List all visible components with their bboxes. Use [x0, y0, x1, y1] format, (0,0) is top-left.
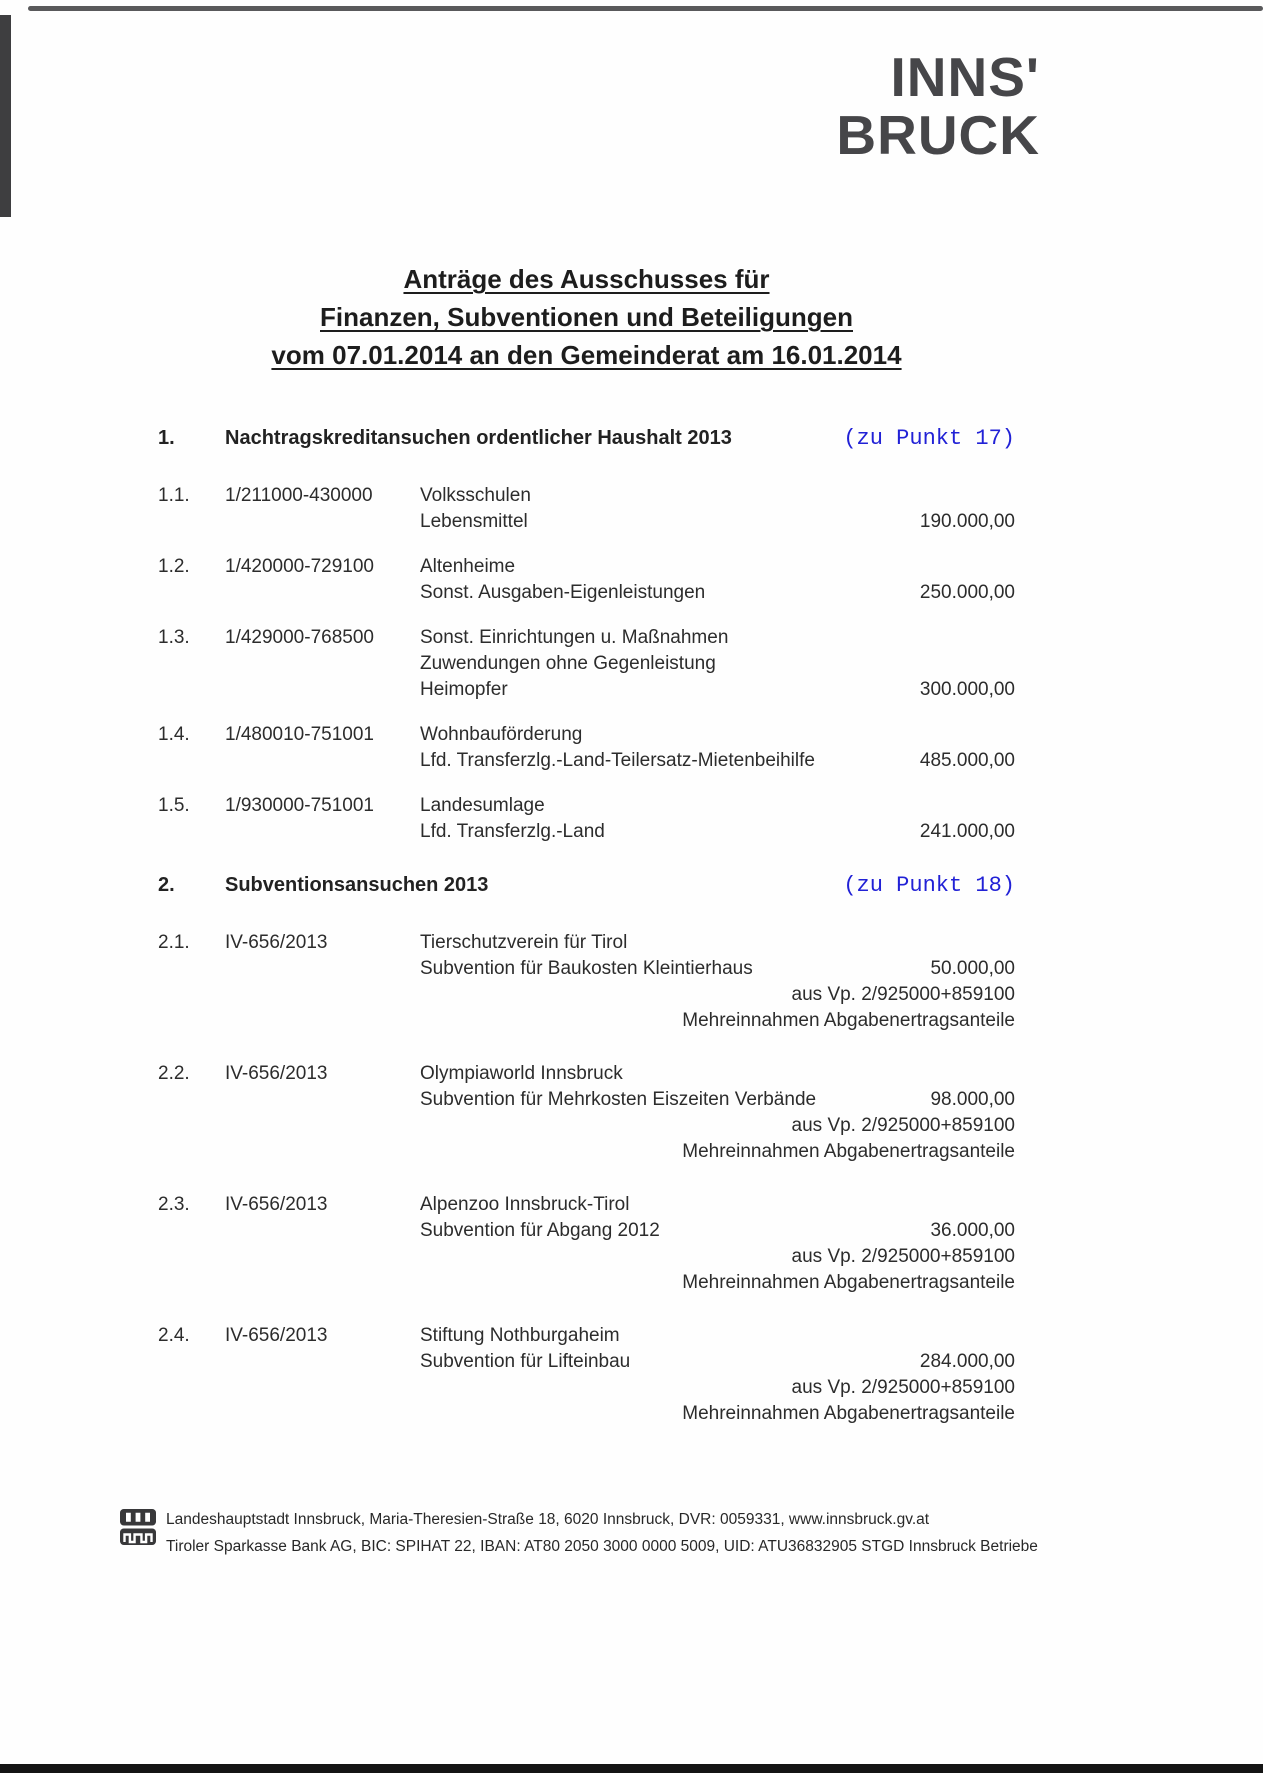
item-description-line: Lfd. Transferzlg.-Land-Teilersatz-Mietenbeihilfe — [420, 750, 815, 771]
budget-item-1-4 — [158, 722, 1015, 774]
recipient-name: Stiftung Nothburgaheim — [420, 1325, 620, 1346]
subsidy-purpose: Subvention für Baukosten Kleintierhaus — [420, 958, 753, 979]
subsidy-line — [420, 956, 1015, 982]
item-amount: 36.000,00 — [930, 1220, 1015, 1241]
item-account-code: 1/930000-751001 — [225, 795, 374, 816]
subsidy-line — [420, 1218, 1015, 1244]
item-account-code: 1/420000-729100 — [225, 556, 374, 577]
item-number: 1.1. — [158, 485, 190, 506]
document-footer — [120, 1506, 1143, 1560]
item-file-code: IV-656/2013 — [225, 1325, 328, 1346]
scan-edge-left — [0, 15, 11, 217]
recipient-name: Alpenzoo Innsbruck-Tirol — [420, 1194, 630, 1215]
footer-line-2: Tiroler Sparkasse Bank AG, BIC: SPIHAT 22, IBAN: AT80 2050 3000 0000 5009, UID: ATU36832905 STGD Innsbruck Betriebe — [166, 1538, 1038, 1555]
item-number: 1.5. — [158, 795, 190, 816]
scan-edge-bottom — [0, 1764, 1263, 1773]
item-description-line: Lebensmittel — [420, 511, 528, 532]
item-description-line: Sonst. Einrichtungen u. Maßnahmen — [420, 627, 729, 648]
subsidy-item-2-3 — [158, 1192, 1015, 1296]
section-2-heading — [158, 873, 1015, 898]
recipient-name: Tierschutzverein für Tirol — [420, 932, 628, 953]
section-1-heading — [158, 426, 1015, 451]
funding-note: Mehreinnahmen Abgabenertragsanteile — [682, 1010, 1015, 1031]
item-description-line: Landesumlage — [420, 795, 545, 816]
item-number: 2.3. — [158, 1194, 190, 1215]
item-number: 1.4. — [158, 724, 190, 745]
item-file-code: IV-656/2013 — [225, 1063, 328, 1084]
item-description-line: Lfd. Transferzlg.-Land — [420, 821, 605, 842]
subsidy-item-2-4 — [158, 1323, 1015, 1427]
item-account-code: 1/429000-768500 — [225, 627, 374, 648]
item-file-code: IV-656/2013 — [225, 932, 328, 953]
subsidy-purpose: Subvention für Abgang 2012 — [420, 1220, 660, 1241]
item-description-line: Heimopfer — [420, 679, 508, 700]
item-amount: 284.000,00 — [919, 1351, 1015, 1372]
subsidy-purpose: Subvention für Mehrkosten Eiszeiten Verbände — [420, 1089, 817, 1110]
item-content — [420, 930, 1015, 1034]
item-description — [420, 793, 920, 845]
footer-text — [166, 1506, 1038, 1560]
subsidy-line — [420, 1087, 1015, 1113]
item-description-line: Altenheime — [420, 556, 516, 577]
document-title — [158, 260, 1015, 374]
subsidy-item-2-2 — [158, 1061, 1015, 1165]
point-reference-17: (zu Punkt 17) — [843, 426, 1015, 451]
subsidy-purpose: Subvention für Lifteinbau — [420, 1351, 631, 1372]
item-amount: 190.000,00 — [919, 511, 1015, 532]
item-amount: 300.000,00 — [919, 679, 1015, 700]
item-description — [420, 722, 920, 774]
title-line-1: Anträge des Ausschusses für — [403, 264, 770, 294]
title-line-2: Finanzen, Subventionen und Beteiligungen — [320, 302, 853, 332]
item-description-line: Volksschulen — [420, 485, 531, 506]
item-number: 2.4. — [158, 1325, 190, 1346]
innsbruck-logo — [836, 48, 1040, 164]
point-reference-18: (zu Punkt 18) — [843, 873, 1015, 898]
scan-edge-top — [28, 6, 1263, 11]
title-line-3: vom 07.01.2014 an den Gemeinderat am 16.01.2014 — [271, 340, 902, 370]
item-number: 2.1. — [158, 932, 190, 953]
item-number: 1.3. — [158, 627, 190, 648]
item-account-code: 1/211000-430000 — [225, 485, 373, 506]
budget-item-1-2 — [158, 554, 1015, 606]
subsidy-line — [420, 1349, 1015, 1375]
item-description — [420, 554, 920, 606]
item-account-code: 1/480010-751001 — [225, 724, 374, 745]
funding-source: aus Vp. 2/925000+859100 — [791, 1115, 1015, 1136]
item-content — [420, 1192, 1015, 1296]
section-title: Nachtragskreditansuchen ordentlicher Haushalt 2013 — [225, 427, 732, 449]
item-description-line: Sonst. Ausgaben-Eigenleistungen — [420, 582, 706, 603]
item-amount: 241.000,00 — [919, 821, 1015, 842]
item-description — [420, 483, 920, 535]
innsbruck-crest-icon — [120, 1509, 156, 1545]
logo-line-2: BRUCK — [836, 104, 1040, 166]
subsidy-item-2-1 — [158, 930, 1015, 1034]
item-content — [420, 1061, 1015, 1165]
budget-item-1-1 — [158, 483, 1015, 535]
item-description — [420, 625, 920, 703]
funding-note: Mehreinnahmen Abgabenertragsanteile — [682, 1272, 1015, 1293]
item-number: 1.2. — [158, 556, 190, 577]
recipient-name: Olympiaworld Innsbruck — [420, 1063, 623, 1084]
item-description-line: Wohnbauförderung — [420, 724, 583, 745]
item-content — [420, 1323, 1015, 1427]
funding-source: aus Vp. 2/925000+859100 — [791, 1246, 1015, 1267]
budget-item-1-5 — [158, 793, 1015, 845]
section-title: Subventionsansuchen 2013 — [225, 874, 489, 896]
item-amount: 98.000,00 — [930, 1089, 1015, 1110]
item-file-code: IV-656/2013 — [225, 1194, 328, 1215]
section-number: 1. — [158, 427, 175, 449]
logo-line-1: INNS' — [890, 46, 1040, 108]
item-amount: 50.000,00 — [930, 958, 1015, 979]
funding-source: aus Vp. 2/925000+859100 — [791, 1377, 1015, 1398]
footer-line-1: Landeshauptstadt Innsbruck, Maria-Theresien-Straße 18, 6020 Innsbruck, DVR: 0059331, www.innsbruck.gv.at — [166, 1511, 930, 1528]
item-number: 2.2. — [158, 1063, 190, 1084]
funding-note: Mehreinnahmen Abgabenertragsanteile — [682, 1141, 1015, 1162]
item-description-line: Zuwendungen ohne Gegenleistung — [420, 653, 716, 674]
funding-note: Mehreinnahmen Abgabenertragsanteile — [682, 1403, 1015, 1424]
budget-item-1-3 — [158, 625, 1015, 703]
item-amount: 485.000,00 — [919, 750, 1015, 771]
item-amount: 250.000,00 — [919, 582, 1015, 603]
section-number: 2. — [158, 874, 175, 896]
funding-source: aus Vp. 2/925000+859100 — [791, 984, 1015, 1005]
